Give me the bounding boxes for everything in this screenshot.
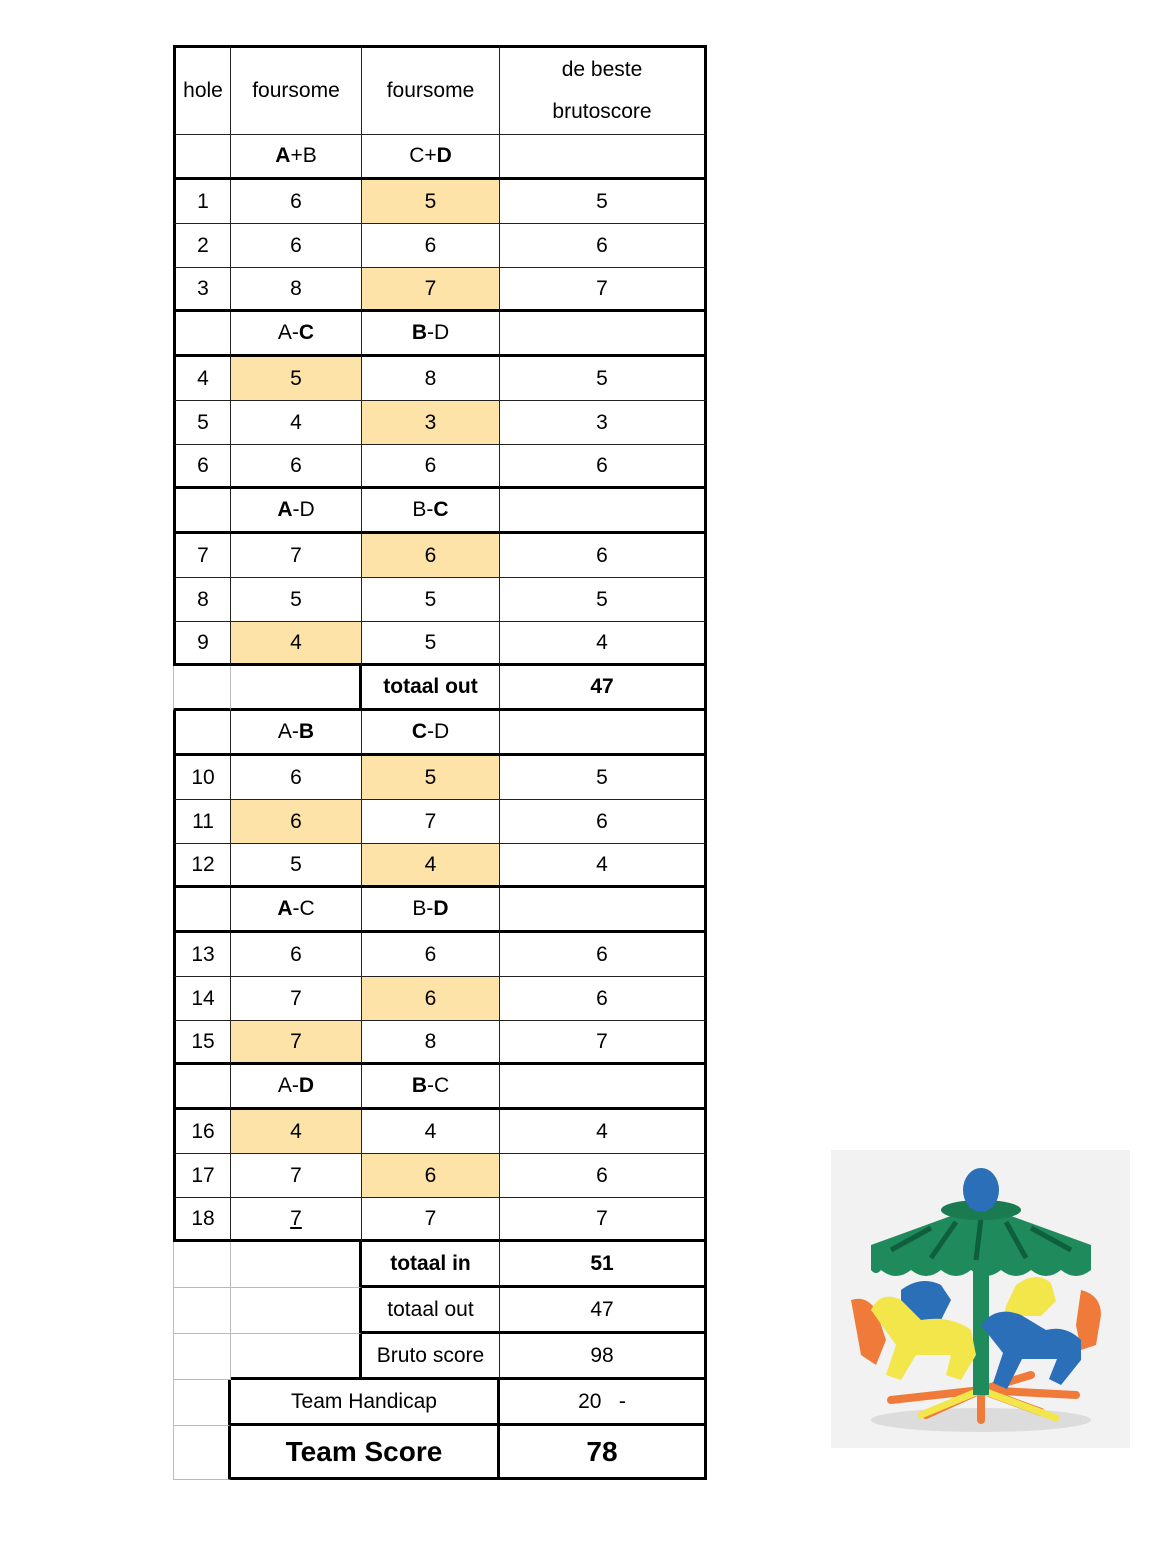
best-gross-score: 5 bbox=[500, 180, 707, 224]
header-hole: hole bbox=[173, 45, 231, 135]
foursome-2-score: 6 bbox=[362, 1154, 500, 1198]
pair-part: C bbox=[299, 897, 315, 920]
pairing-foursome-2 bbox=[362, 1065, 500, 1110]
pairing-foursome-1 bbox=[231, 489, 362, 534]
foursome-1-score: 5 bbox=[231, 578, 362, 622]
foursome-1-score: 5 bbox=[231, 844, 362, 888]
pair-part: A bbox=[275, 144, 291, 167]
empty-cell bbox=[500, 489, 707, 534]
totals-section bbox=[173, 1242, 707, 1480]
hole-number: 3 bbox=[173, 268, 231, 312]
team-handicap-row bbox=[173, 1380, 707, 1426]
pair-part: A bbox=[277, 1074, 292, 1097]
best-gross-score: 5 bbox=[500, 357, 707, 401]
table-row bbox=[173, 1154, 707, 1198]
pair-part: C bbox=[433, 498, 449, 521]
foursome-2-score: 5 bbox=[362, 622, 500, 666]
hole-number: 13 bbox=[173, 933, 231, 977]
foursome-1-score: 7 bbox=[231, 534, 362, 578]
pair-part: - bbox=[291, 1074, 299, 1097]
empty-cell bbox=[500, 711, 707, 756]
pairing-foursome-2 bbox=[362, 135, 500, 180]
table-body bbox=[173, 135, 707, 1242]
hole-number: 12 bbox=[173, 844, 231, 888]
pair-part: B bbox=[411, 1074, 427, 1097]
empty-cell bbox=[173, 135, 231, 180]
foursome-2-score: 6 bbox=[362, 977, 500, 1021]
foursome-1-score: 5 bbox=[231, 357, 362, 401]
hole-number: 6 bbox=[173, 445, 231, 489]
pairing-row bbox=[173, 489, 707, 534]
pair-part: - bbox=[427, 720, 434, 743]
pair-part: B bbox=[412, 897, 427, 920]
best-gross-score: 7 bbox=[500, 1198, 707, 1242]
foursome-2-score: 8 bbox=[362, 357, 500, 401]
pair-part: B bbox=[412, 498, 427, 521]
foursome-1-score: 6 bbox=[231, 224, 362, 268]
empty-cell bbox=[173, 666, 231, 711]
header-foursome-2: foursome bbox=[362, 45, 500, 135]
best-gross-score: 6 bbox=[500, 224, 707, 268]
total-out-row bbox=[173, 1288, 707, 1334]
subtotal-label: totaal out bbox=[362, 666, 500, 711]
total-in-row bbox=[173, 1242, 707, 1288]
pairing-foursome-1 bbox=[231, 1065, 362, 1110]
foursome-1-score: 7 bbox=[231, 1198, 362, 1242]
foursome-2-score: 5 bbox=[362, 578, 500, 622]
hole-number: 17 bbox=[173, 1154, 231, 1198]
empty-cell bbox=[173, 1334, 231, 1380]
bruto-score-label: Bruto score bbox=[362, 1334, 500, 1380]
pair-part: - bbox=[292, 897, 300, 920]
foursome-2-score: 4 bbox=[362, 844, 500, 888]
best-gross-score: 4 bbox=[500, 622, 707, 666]
team-handicap-value: 20 - bbox=[500, 1380, 707, 1426]
best-gross-score: 6 bbox=[500, 445, 707, 489]
pair-part: A bbox=[277, 720, 292, 743]
best-gross-score: 6 bbox=[500, 534, 707, 578]
hole-number: 18 bbox=[173, 1198, 231, 1242]
pairing-foursome-1 bbox=[231, 135, 362, 180]
toy-carousel-picture bbox=[831, 1150, 1130, 1448]
hole-number: 2 bbox=[173, 224, 231, 268]
pairing-row bbox=[173, 1065, 707, 1110]
foursome-1-score: 6 bbox=[231, 445, 362, 489]
pair-part: - bbox=[291, 720, 299, 743]
pair-part: D bbox=[436, 144, 452, 167]
empty-cell bbox=[231, 1288, 362, 1334]
table-row bbox=[173, 534, 707, 578]
table-row bbox=[173, 401, 707, 445]
team-handicap-label: Team Handicap bbox=[231, 1380, 500, 1426]
table-row bbox=[173, 357, 707, 401]
pair-part: - bbox=[291, 321, 299, 344]
bruto-score-row bbox=[173, 1334, 707, 1380]
foursome-2-score: 6 bbox=[362, 933, 500, 977]
pair-part: - bbox=[427, 321, 434, 344]
pair-part: D bbox=[298, 1074, 315, 1097]
table-row bbox=[173, 622, 707, 666]
total-out-subtotal-row bbox=[173, 666, 707, 711]
pairing-foursome-1 bbox=[231, 312, 362, 357]
empty-cell bbox=[500, 888, 707, 933]
hole-number: 15 bbox=[173, 1021, 231, 1065]
foursome-1-score: 4 bbox=[231, 401, 362, 445]
table-row bbox=[173, 268, 707, 312]
header-foursome-1: foursome bbox=[231, 45, 362, 135]
foursome-2-score: 8 bbox=[362, 1021, 500, 1065]
pair-part: A bbox=[277, 897, 293, 920]
hole-number: 10 bbox=[173, 756, 231, 800]
pair-part: C bbox=[434, 1074, 450, 1097]
best-gross-score: 6 bbox=[500, 800, 707, 844]
empty-cell bbox=[173, 1380, 231, 1426]
foursome-1-score: 6 bbox=[231, 180, 362, 224]
score-table bbox=[173, 45, 707, 1480]
foursome-1-score: 4 bbox=[231, 1110, 362, 1154]
best-gross-score: 6 bbox=[500, 977, 707, 1021]
pair-part: B bbox=[302, 144, 317, 167]
foursome-1-score: 7 bbox=[231, 977, 362, 1021]
pair-part: B bbox=[411, 321, 427, 344]
team-score-label: Team Score bbox=[231, 1426, 500, 1480]
foursome-1-score: 7 bbox=[231, 1021, 362, 1065]
empty-cell bbox=[231, 1334, 362, 1380]
pair-part: C bbox=[411, 720, 427, 743]
empty-cell bbox=[173, 711, 231, 756]
foursome-2-score: 5 bbox=[362, 180, 500, 224]
empty-cell bbox=[173, 1242, 231, 1288]
best-gross-score: 4 bbox=[500, 1110, 707, 1154]
hole-number: 16 bbox=[173, 1110, 231, 1154]
empty-cell bbox=[500, 1065, 707, 1110]
foursome-2-score: 6 bbox=[362, 224, 500, 268]
best-gross-score: 6 bbox=[500, 933, 707, 977]
pairing-foursome-2 bbox=[362, 312, 500, 357]
table-row bbox=[173, 756, 707, 800]
pairing-row bbox=[173, 711, 707, 756]
hole-number: 1 bbox=[173, 180, 231, 224]
pairing-row bbox=[173, 312, 707, 357]
pair-part: B bbox=[298, 720, 315, 743]
pair-part: - bbox=[427, 1074, 434, 1097]
pair-part: D bbox=[299, 498, 315, 521]
empty-cell bbox=[231, 666, 362, 711]
subtotal-value: 47 bbox=[500, 666, 707, 711]
empty-cell bbox=[173, 489, 231, 534]
table-row bbox=[173, 1021, 707, 1065]
best-gross-score: 3 bbox=[500, 401, 707, 445]
empty-cell bbox=[173, 312, 231, 357]
foursome-2-score: 6 bbox=[362, 445, 500, 489]
header-best-line1: de beste bbox=[561, 58, 643, 81]
table-row bbox=[173, 1110, 707, 1154]
table-row bbox=[173, 933, 707, 977]
empty-cell bbox=[500, 135, 707, 180]
foursome-1-score: 4 bbox=[231, 622, 362, 666]
foursome-1-score: 6 bbox=[231, 756, 362, 800]
foursome-2-score: 7 bbox=[362, 1198, 500, 1242]
pair-part: - bbox=[426, 498, 434, 521]
table-row bbox=[173, 578, 707, 622]
table-row bbox=[173, 445, 707, 489]
foursome-1-score: 6 bbox=[231, 800, 362, 844]
header-row bbox=[173, 45, 707, 135]
best-gross-score: 4 bbox=[500, 844, 707, 888]
empty-cell bbox=[173, 1426, 231, 1480]
foursome-1-score: 8 bbox=[231, 268, 362, 312]
table-row bbox=[173, 844, 707, 888]
pair-part: D bbox=[434, 321, 450, 344]
header-best-score bbox=[500, 45, 707, 135]
empty-cell bbox=[500, 312, 707, 357]
foursome-1-score: 7 bbox=[231, 1154, 362, 1198]
bruto-score-value: 98 bbox=[500, 1334, 707, 1380]
foursome-2-score: 3 bbox=[362, 401, 500, 445]
team-score-value: 78 bbox=[500, 1426, 707, 1480]
foursome-1-score: 6 bbox=[231, 933, 362, 977]
table-row bbox=[173, 1198, 707, 1242]
total-out-value: 47 bbox=[500, 1288, 707, 1334]
hole-number: 7 bbox=[173, 534, 231, 578]
best-gross-score: 6 bbox=[500, 1154, 707, 1198]
best-gross-score: 7 bbox=[500, 268, 707, 312]
pairing-foursome-1 bbox=[231, 888, 362, 933]
pairing-row bbox=[173, 888, 707, 933]
pairing-foursome-1 bbox=[231, 711, 362, 756]
pair-part: A bbox=[277, 498, 293, 521]
table-row bbox=[173, 800, 707, 844]
empty-cell bbox=[231, 1242, 362, 1288]
pair-part: C bbox=[298, 321, 315, 344]
total-out-label: totaal out bbox=[362, 1288, 500, 1334]
best-gross-score: 5 bbox=[500, 578, 707, 622]
hole-number: 11 bbox=[173, 800, 231, 844]
foursome-2-score: 5 bbox=[362, 756, 500, 800]
pair-part: D bbox=[433, 897, 449, 920]
foursome-2-score: 7 bbox=[362, 268, 500, 312]
pair-part: C bbox=[409, 144, 425, 167]
hole-number: 4 bbox=[173, 357, 231, 401]
foursome-2-score: 4 bbox=[362, 1110, 500, 1154]
table-row bbox=[173, 977, 707, 1021]
hole-number: 14 bbox=[173, 977, 231, 1021]
total-in-label: totaal in bbox=[362, 1242, 500, 1288]
pairing-row bbox=[173, 135, 707, 180]
hole-number: 9 bbox=[173, 622, 231, 666]
empty-cell bbox=[173, 888, 231, 933]
empty-cell bbox=[173, 1288, 231, 1334]
pair-part: + bbox=[424, 144, 437, 167]
pair-part: - bbox=[292, 498, 300, 521]
foursome-2-score: 6 bbox=[362, 534, 500, 578]
total-in-value: 51 bbox=[500, 1242, 707, 1288]
empty-cell bbox=[173, 1065, 231, 1110]
team-score-row bbox=[173, 1426, 707, 1480]
best-gross-score: 5 bbox=[500, 756, 707, 800]
hole-number: 8 bbox=[173, 578, 231, 622]
pairing-foursome-2 bbox=[362, 711, 500, 756]
header-best-line2: brutoscore bbox=[552, 100, 652, 123]
pair-part: + bbox=[290, 144, 303, 167]
table-row bbox=[173, 224, 707, 268]
hole-number: 5 bbox=[173, 401, 231, 445]
pair-part: - bbox=[426, 897, 434, 920]
pairing-foursome-2 bbox=[362, 888, 500, 933]
table-row bbox=[173, 180, 707, 224]
best-gross-score: 7 bbox=[500, 1021, 707, 1065]
pair-part: D bbox=[434, 720, 450, 743]
foursome-2-score: 7 bbox=[362, 800, 500, 844]
pairing-foursome-2 bbox=[362, 489, 500, 534]
pair-part: A bbox=[277, 321, 292, 344]
